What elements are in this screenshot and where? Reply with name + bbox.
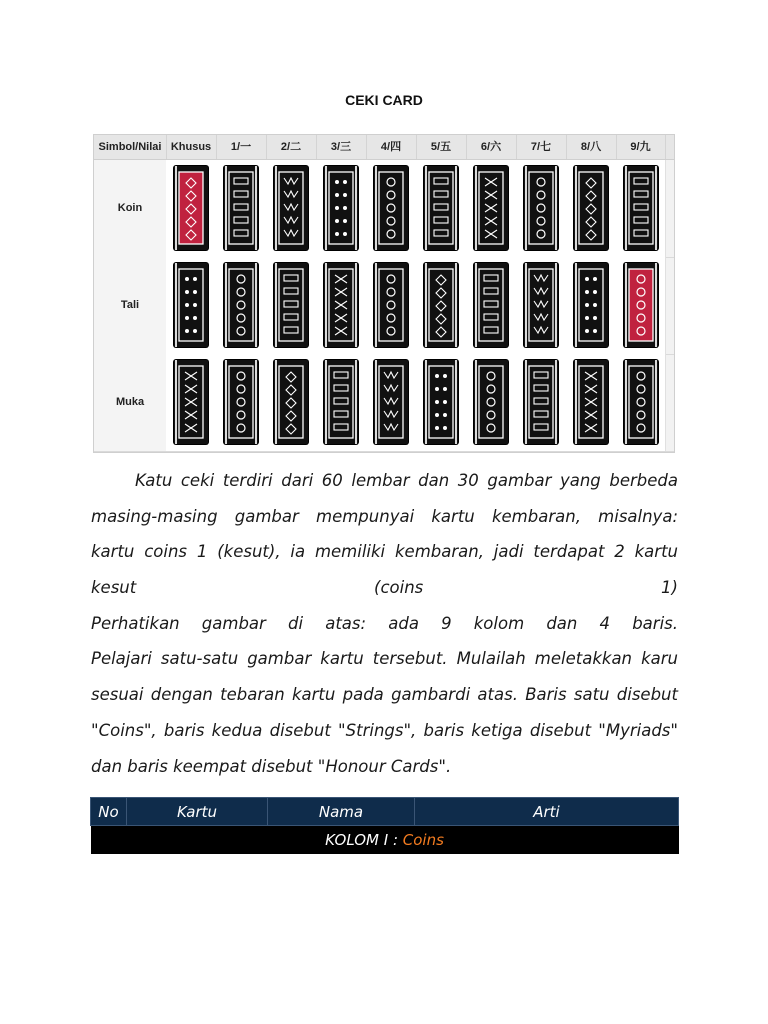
paragraph-line: Pelajari satu-satu gambar kartu tersebut. Mulailah meletakkan karu [91, 649, 678, 669]
card-cell [266, 160, 317, 257]
card-cell [616, 160, 666, 257]
card-row-muka [94, 354, 674, 452]
ceki-card-image [324, 360, 358, 444]
ceki-card-image [174, 360, 208, 444]
card-cell [566, 160, 617, 257]
row-label: Tali [94, 257, 167, 354]
card-cell [566, 257, 617, 354]
card-table-header [94, 135, 674, 160]
card-cell [216, 160, 267, 257]
card-cell [166, 354, 217, 451]
info-table-section-row [91, 826, 679, 855]
card-table-header-cell: 2/二 [266, 135, 317, 159]
card-cell [616, 257, 666, 354]
kartu-info-table [90, 797, 679, 854]
ceki-card-image [274, 166, 308, 250]
ceki-card-image [524, 263, 558, 347]
paragraph-line: dan baris keempat disebut "Honour Cards". [91, 756, 452, 776]
card-cell [316, 354, 367, 451]
card-table-header-cell: 5/五 [416, 135, 467, 159]
paragraph-line: kesut (coins 1) [91, 578, 678, 598]
card-table-header-cell: Khusus [166, 135, 217, 159]
card-cell [366, 257, 417, 354]
ceki-card-table [93, 134, 675, 453]
card-cell [416, 257, 467, 354]
ceki-card-image [174, 166, 208, 250]
card-cell [466, 257, 517, 354]
ceki-card-image [174, 263, 208, 347]
card-cell [416, 354, 467, 451]
card-cell [166, 160, 217, 257]
card-table-header-cell: 7/七 [516, 135, 567, 159]
paragraph-line: "Coins", baris kedua disebut "Strings", baris ketiga disebut "Myriads" [91, 720, 678, 740]
paragraph-line: kartu coins 1 (kesut), ia memiliki kembaran, jadi terdapat 2 kartu [91, 542, 678, 562]
card-row-koin [94, 160, 674, 258]
ceki-card-image [624, 263, 658, 347]
card-cell [616, 354, 666, 451]
card-cell [516, 257, 567, 354]
col-header-nama: Nama [268, 798, 415, 826]
paragraph-line: masing-masing gambar mempunyai kartu kembaran, misalnya: [91, 506, 678, 526]
ceki-card-image [624, 360, 658, 444]
card-row-tali [94, 257, 674, 355]
card-cell [366, 160, 417, 257]
ceki-card-image [424, 166, 458, 250]
card-cell [466, 160, 517, 257]
card-table-header-cell: 4/四 [366, 135, 417, 159]
card-cell [316, 160, 367, 257]
ceki-card-image [474, 263, 508, 347]
col-header-kartu: Kartu [127, 798, 268, 826]
info-table-header-row [91, 798, 679, 826]
card-table-header-cell: 3/三 [316, 135, 367, 159]
ceki-card-image [424, 360, 458, 444]
card-cell [266, 257, 317, 354]
ceki-card-image [224, 263, 258, 347]
ceki-card-image [424, 263, 458, 347]
ceki-card-image [524, 360, 558, 444]
card-cell [466, 354, 517, 451]
card-cell [366, 354, 417, 451]
card-table-header-cell: Simbol/Nilai [94, 135, 167, 159]
ceki-card-image [374, 166, 408, 250]
card-cell [516, 160, 567, 257]
ceki-card-image [574, 166, 608, 250]
section-heading-cell [91, 826, 679, 855]
ceki-card-image [374, 263, 408, 347]
ceki-card-image [274, 263, 308, 347]
card-table-header-cell: 9/九 [616, 135, 666, 159]
card-cell [166, 257, 217, 354]
card-cell [216, 354, 267, 451]
ceki-card-image [624, 166, 658, 250]
row-label: Muka [94, 354, 167, 451]
section-highlight: Coins [402, 831, 444, 849]
ceki-card-image [574, 360, 608, 444]
ceki-card-image [474, 166, 508, 250]
ceki-card-image [524, 166, 558, 250]
ceki-card-image [374, 360, 408, 444]
card-table-header-cell: 6/六 [466, 135, 517, 159]
card-cell [216, 257, 267, 354]
card-cell [516, 354, 567, 451]
ceki-card-image [224, 166, 258, 250]
page-title: CEKI CARD [345, 92, 423, 108]
col-header-arti: Arti [415, 798, 679, 826]
description-paragraph [91, 463, 678, 784]
ceki-card-image [224, 360, 258, 444]
ceki-card-image [574, 263, 608, 347]
ceki-card-image [274, 360, 308, 444]
ceki-card-image [324, 263, 358, 347]
paragraph-line: Katu ceki terdiri dari 60 lembar dan 30 gambar yang berbeda [135, 471, 678, 490]
card-cell [316, 257, 367, 354]
row-label: Koin [94, 160, 167, 257]
paragraph-line: sesuai dengan tebaran kartu pada gambardi atas. Baris satu disebut [91, 685, 678, 705]
col-header-no: No [91, 798, 127, 826]
ceki-card-image [324, 166, 358, 250]
paragraph-line: Perhatikan gambar di atas: ada 9 kolom dan 4 baris. [91, 613, 678, 633]
card-table-header-cell: 1/一 [216, 135, 267, 159]
card-table-header-cell: 8/八 [566, 135, 617, 159]
card-cell [566, 354, 617, 451]
section-label: KOLOM I : [325, 831, 403, 849]
card-cell [416, 160, 467, 257]
card-cell [266, 354, 317, 451]
ceki-card-image [474, 360, 508, 444]
